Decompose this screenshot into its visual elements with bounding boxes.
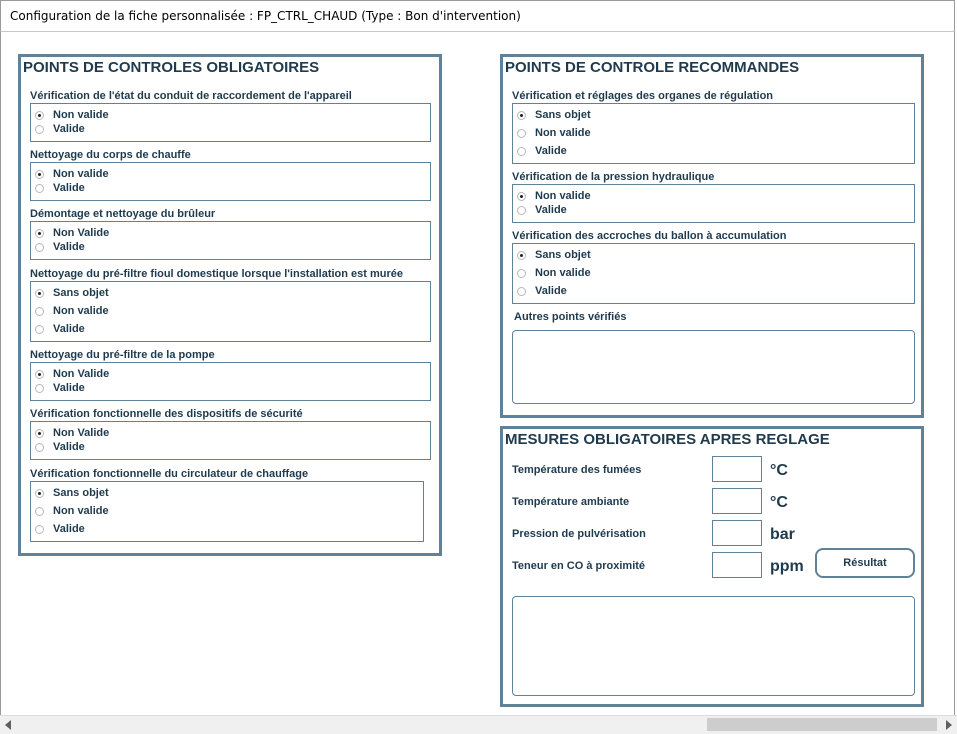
scroll-right-arrow-icon[interactable]: [946, 720, 952, 730]
window-title: Configuration de la fiche personnalisée : FP_CTRL_CHAUD (Type : Bon d'intervention): [10, 9, 521, 23]
teneur-co-input[interactable]: [712, 552, 762, 578]
radio-selected-icon: [35, 489, 44, 498]
radio-group-regulation: [512, 103, 915, 164]
temperature-ambiante-label: Température ambiante: [512, 496, 630, 508]
resultat-button[interactable]: Résultat: [815, 548, 915, 578]
panel-mesures: [500, 426, 924, 707]
question-label: Nettoyage du pré-filtre de la pompe: [30, 349, 215, 361]
radio-selected-icon: [35, 111, 44, 120]
temperature-ambiante-unit: °C: [770, 494, 788, 511]
question-label: Vérification des accroches du ballon à accumulation: [512, 230, 787, 242]
radio-option[interactable]: Non valide: [517, 266, 591, 280]
radio-empty-icon: [35, 525, 44, 534]
radio-group-securite: [30, 421, 431, 460]
radio-empty-icon: [35, 325, 44, 334]
radio-group-bruleur: [30, 221, 431, 260]
radio-option[interactable]: Valide: [35, 440, 85, 454]
panel-obligatoires-title: POINTS DE CONTROLES OBLIGATOIRES: [23, 59, 320, 76]
radio-option[interactable]: Non Valide: [35, 367, 109, 381]
panel-recommandes: [500, 54, 924, 418]
radio-selected-icon: [35, 429, 44, 438]
radio-selected-icon: [35, 289, 44, 298]
scrollbar-track-empty: [20, 718, 705, 731]
radio-option[interactable]: Non Valide: [35, 226, 109, 240]
question-label: Vérification fonctionnelle des dispositifs de sécurité: [30, 408, 303, 420]
radio-option[interactable]: Sans objet: [517, 108, 591, 122]
question-label: Vérification de l'état du conduit de raccordement de l'appareil: [30, 90, 352, 102]
teneur-co-unit: ppm: [770, 558, 804, 575]
panel-obligatoires: [18, 54, 442, 556]
radio-empty-icon: [35, 243, 44, 252]
question-label: Vérification de la pression hydraulique: [512, 171, 715, 183]
temperature-fumees-label: Température des fumées: [512, 464, 642, 476]
radio-group-prefiltre-fioul: [30, 281, 431, 342]
radio-group-pression-hydraulique: [512, 184, 915, 223]
horizontal-scrollbar[interactable]: [0, 715, 957, 734]
radio-option[interactable]: Valide: [35, 240, 85, 254]
radio-selected-icon: [35, 370, 44, 379]
radio-option[interactable]: Non valide: [517, 189, 591, 203]
radio-option[interactable]: Non valide: [35, 504, 109, 518]
radio-group-prefiltre-pompe: [30, 362, 431, 401]
radio-option[interactable]: Non valide: [35, 108, 109, 122]
radio-group-circulateur: [30, 481, 424, 542]
radio-option[interactable]: Valide: [517, 203, 567, 217]
panel-mesures-title: MESURES OBLIGATOIRES APRES REGLAGE: [505, 431, 830, 448]
radio-option[interactable]: Non valide: [517, 126, 591, 140]
radio-option[interactable]: Valide: [35, 381, 85, 395]
temperature-fumees-unit: °C: [770, 462, 788, 479]
radio-option[interactable]: Sans objet: [35, 286, 109, 300]
radio-option[interactable]: Non valide: [35, 167, 109, 181]
radio-option[interactable]: Valide: [35, 122, 85, 136]
pression-pulverisation-unit: bar: [770, 526, 795, 543]
radio-empty-icon: [35, 125, 44, 134]
radio-empty-icon: [35, 507, 44, 516]
radio-group-conduit: [30, 103, 431, 142]
radio-empty-icon: [517, 129, 526, 138]
pression-pulverisation-input[interactable]: [712, 520, 762, 546]
radio-empty-icon: [517, 287, 526, 296]
autres-points-textarea[interactable]: [512, 330, 915, 404]
radio-empty-icon: [35, 443, 44, 452]
radio-selected-icon: [35, 229, 44, 238]
temperature-fumees-input[interactable]: [712, 456, 762, 482]
radio-empty-icon: [517, 269, 526, 278]
question-label: Nettoyage du pré-filtre fioul domestique lorsque l'installation est murée: [30, 268, 404, 280]
radio-option[interactable]: Valide: [517, 284, 567, 298]
radio-group-corps-chauffe: [30, 162, 431, 201]
radio-selected-icon: [35, 170, 44, 179]
radio-option[interactable]: Non valide: [35, 304, 109, 318]
radio-empty-icon: [517, 147, 526, 156]
question-label: Vérification et réglages des organes de régulation: [512, 90, 774, 102]
radio-selected-icon: [517, 251, 526, 260]
radio-option[interactable]: Non Valide: [35, 426, 109, 440]
radio-selected-icon: [517, 192, 526, 201]
resultat-textarea[interactable]: [512, 596, 915, 696]
radio-group-ballon: [512, 243, 915, 304]
autres-points-label: Autres points vérifiés: [514, 311, 627, 323]
scrollbar-thumb[interactable]: [707, 718, 937, 731]
radio-option[interactable]: Valide: [35, 522, 85, 536]
radio-empty-icon: [35, 184, 44, 193]
radio-empty-icon: [35, 384, 44, 393]
panel-recommandes-title: POINTS DE CONTROLE RECOMMANDES: [505, 59, 800, 76]
radio-empty-icon: [35, 307, 44, 316]
radio-option[interactable]: Valide: [35, 181, 85, 195]
window-titlebar: [0, 0, 955, 32]
radio-option[interactable]: Valide: [35, 322, 85, 336]
radio-option[interactable]: Sans objet: [35, 486, 109, 500]
teneur-co-label: Teneur en CO à proximité: [512, 560, 646, 572]
radio-selected-icon: [517, 111, 526, 120]
radio-option[interactable]: Sans objet: [517, 248, 591, 262]
radio-option[interactable]: Valide: [517, 144, 567, 158]
radio-empty-icon: [517, 206, 526, 215]
question-label: Démontage et nettoyage du brûleur: [30, 208, 216, 220]
pression-pulverisation-label: Pression de pulvérisation: [512, 528, 646, 540]
scroll-left-arrow-icon[interactable]: [5, 720, 11, 730]
temperature-ambiante-input[interactable]: [712, 488, 762, 514]
question-label: Nettoyage du corps de chauffe: [30, 149, 191, 161]
question-label: Vérification fonctionnelle du circulateur de chauffage: [30, 468, 309, 480]
